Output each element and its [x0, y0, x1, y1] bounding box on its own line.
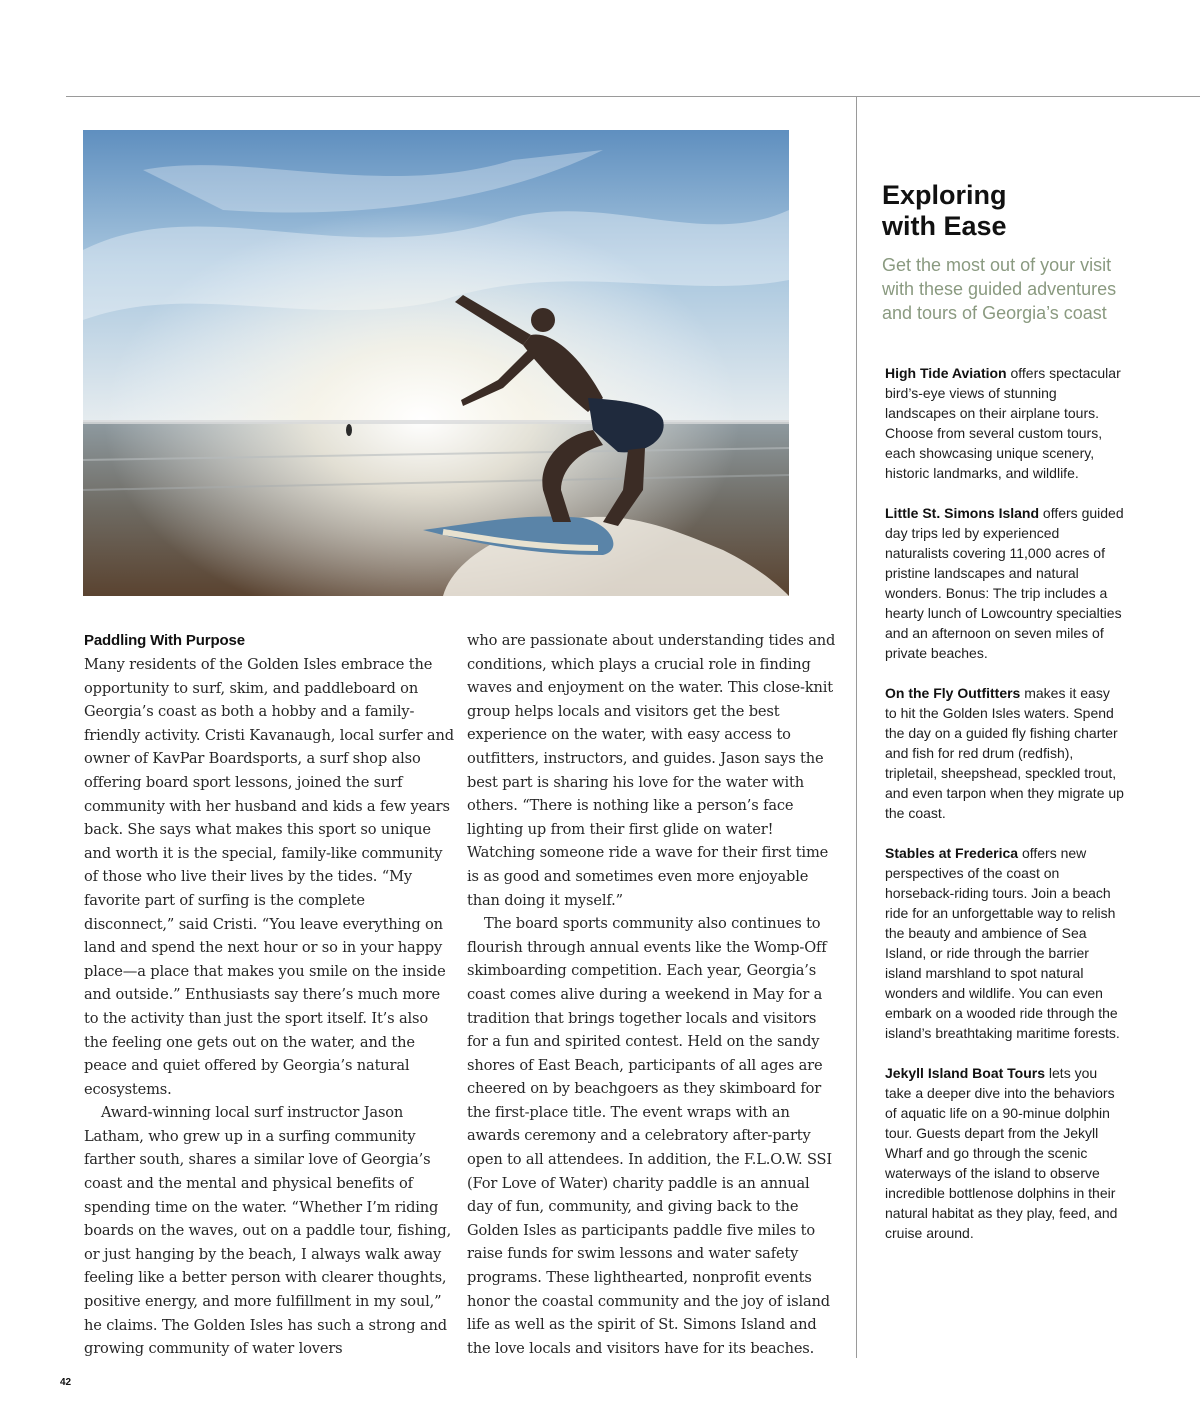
page-number: 42	[60, 1377, 72, 1388]
article-paragraph: who are passionate about understanding tides and conditions, which plays a crucial role in finding waves and enjoyment on the water. This close-knit group helps locals and visitors get the best experience on the water, with easy access to outfitters, instructors, and guides. Jason says the best part is sharing his love for the water with others. “There is nothing like a person’s face lighting up from their first glide on water! Watching someone ride a wave for their first time is as good and sometimes even more enjoyable than doing it myself.”	[467, 632, 836, 909]
sidebar-entry	[885, 503, 1125, 663]
entry-name: High Tide Aviation	[885, 365, 1007, 381]
article-paragraph: Many residents of the Golden Isles embrace the opportunity to surf, skim, and paddleboard on Georgia’s coast as both a hobby and a family-friendly activity. Cristi Kavanaugh, local surfer and owner of KavPar Boardsports, a surf shop also offering board sport lessons, joined the surf community with her husband and kids a few years back. She says what makes this sport so unique and worth it is the special, family-like community of those who live their lives by the tides. “My favorite part of surfing is the complete disconnect,” said Cristi. “You leave everything on land and spend the next hour or so in your happy place—a place that makes you smile on the inside and outside.” Enthusiasts say there’s much more to the activity than just the sport itself. It’s also the feeling one gets out on the water, and the peace and quiet offered by Georgia’s natural ecosystems.	[84, 656, 454, 1098]
article-column-2	[467, 629, 837, 1360]
sidebar-entries	[885, 363, 1125, 1263]
entry-text: makes it easy to hit the Golden Isles waters. Spend the day on a guided fly fishing charter and fish for red drum (redfish), tripletail, sheepshead, speckled trout, and even tarpon when they migrate up the coast.	[885, 685, 1124, 821]
sidebar-dek: Get the most out of your visit with these guided adventures and tours of Georgia’s coast	[882, 255, 1117, 323]
entry-name: On the Fly Outfitters	[885, 685, 1021, 701]
top-rule	[66, 96, 1200, 97]
sidebar-entry	[885, 1063, 1125, 1243]
sidebar-divider	[856, 96, 857, 1358]
entry-text: offers new perspectives of the coast on horseback-riding tours. Join a beach ride for an unforgettable way to relish the beauty and ambience of Sea Island, or ride through the barrier island marshland to spot natural wonders and wildlife. You can even embark on a wooded ride through the island’s breathtaking maritime forests.	[885, 845, 1120, 1041]
article-column-1	[84, 629, 454, 1361]
entry-text: lets you take a deeper dive into the behaviors of aquatic life on a 90-minue dolphin tour. Guests depart from the Jekyll Wharf and go through the scenic waterways of the island to observe incredible bottlenose dolphins in their natural habitat as they play, feed, and cruise around.	[885, 1065, 1118, 1241]
sidebar-title-line: Exploring	[882, 180, 1007, 210]
entry-text: offers spectacular bird’s-eye views of stunning landscapes on their airplane tours. Choose from several custom tours, each showcasing unique scenery, historic landmarks, and wildlife.	[885, 365, 1121, 481]
entry-name: Stables at Frederica	[885, 845, 1019, 861]
entry-name: Little St. Simons Island	[885, 505, 1040, 521]
sidebar-entry	[885, 363, 1125, 483]
sidebar-entry	[885, 843, 1125, 1043]
entry-name: Jekyll Island Boat Tours	[885, 1065, 1046, 1081]
entry-text: offers guided day trips led by experienced naturalists covering 11,000 acres of pristine landscapes and natural wonders. Bonus: The trip includes a hearty lunch of Lowcountry specialties and an afternoon on seven miles of private beaches.	[885, 505, 1124, 661]
sidebar-title	[882, 180, 1182, 242]
sidebar-title-line: with Ease	[882, 211, 1007, 241]
article-paragraph: The board sports community also continues to flourish through annual events like the Womp-Off skimboarding competition. Each year, Georgia’s coast comes alive during a weekend in May for a tradition that brings together locals and visitors for a fun and spirited contest. Held on the sandy shores of East Beach, participants of all ages are cheered on by beachgoers as they skimboard for the first-place title. The event wraps with an awards ceremony and a celebratory after-party open to all attendees. In addition, the F.L.O.W. SSI (For Love of Water) charity paddle is an annual day of fun, community, and giving back to the Golden Isles as participants paddle five miles to raise funds for swim lessons and water safety programs. These lighthearted, nonprofit events honor the coastal community and the joy of island life as well as the spirit of St. Simons Island and the love locals and visitors have for its beaches.	[467, 915, 833, 1357]
skimboarder-photo	[83, 130, 789, 596]
article-paragraph: Award-winning local surf instructor Jason Latham, who grew up in a surfing community farther south, shares a similar love of Georgia’s coast and the mental and physical benefits of spending time on the water. “Whether I’m riding boards on the waves, out on a paddle tour, fishing, or just hanging by the beach, I always walk away feeling like a better person with clearer thoughts, positive energy, and more fulfillment in my soul,” he claims. The Golden Isles has such a strong and growing community of water lovers	[84, 1104, 452, 1358]
article-heading: Paddling With Purpose	[84, 632, 245, 649]
sidebar-entry	[885, 683, 1125, 823]
